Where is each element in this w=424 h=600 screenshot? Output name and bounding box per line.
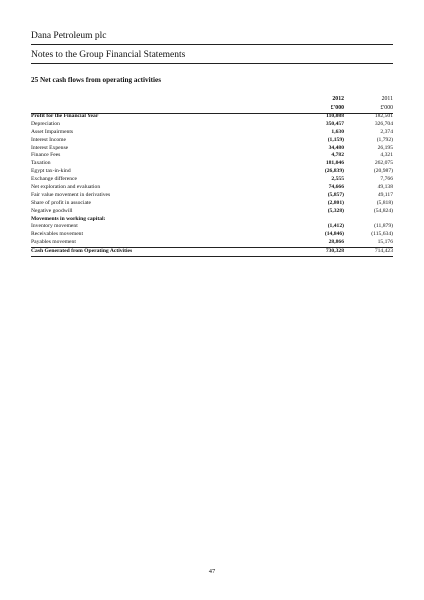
row-label: Profit for the Financial Year xyxy=(31,113,99,119)
value-2011: (1,792) xyxy=(376,136,393,143)
value-2011: 49,138 xyxy=(377,184,393,191)
column-header-2011-year: 2011 xyxy=(381,96,393,102)
row-label: Finance Fees xyxy=(31,152,61,159)
value-2011: (5,818) xyxy=(376,199,393,206)
table-row xyxy=(31,113,393,121)
value-2011: 15,176 xyxy=(377,239,393,246)
value-2011: 7,766 xyxy=(380,176,393,183)
value-2012: (5,857) xyxy=(327,191,344,198)
column-header-2012-year: 2012 xyxy=(332,96,344,102)
header-rule xyxy=(31,44,393,45)
table-row xyxy=(31,192,393,200)
row-label: Negative goodwill xyxy=(31,207,73,214)
table-row xyxy=(31,239,393,247)
table-row xyxy=(31,145,393,153)
table-row xyxy=(31,152,393,160)
row-label: Inventory movement xyxy=(31,223,78,230)
table-row xyxy=(31,200,393,208)
subtitle-rule xyxy=(31,63,393,64)
value-2011: (11,879) xyxy=(374,223,393,230)
row-label: Share of profit in associate xyxy=(31,199,91,206)
row-label: Depreciation xyxy=(31,120,60,127)
value-2012: 28,866 xyxy=(328,239,344,246)
value-2012: (5,328) xyxy=(327,207,344,214)
value-2011: (20,987) xyxy=(373,168,393,175)
value-2012: (1,159) xyxy=(327,136,344,143)
row-label: Asset Impairments xyxy=(31,128,74,135)
value-2011: 714,423 xyxy=(374,248,393,255)
value-2012: 730,328 xyxy=(325,248,344,255)
value-2012: 4,782 xyxy=(331,152,344,159)
cash-flow-table xyxy=(31,113,393,257)
table-row xyxy=(31,176,393,184)
value-2012: 2,555 xyxy=(331,176,344,183)
row-label: Movements in working capital: xyxy=(31,215,106,222)
value-2011: (54,824) xyxy=(373,207,393,214)
row-label: Exchange difference xyxy=(31,176,78,183)
row-label: Taxation xyxy=(31,160,51,167)
value-2011: 262,075 xyxy=(374,160,393,167)
value-2011: 4,321 xyxy=(380,152,393,159)
value-2012: (14,846) xyxy=(324,231,344,238)
row-label: Cash Generated from Operating Activities xyxy=(31,248,133,255)
page-subtitle: Notes to the Group Financial Statements xyxy=(31,50,186,60)
table-row xyxy=(31,208,393,216)
table-row xyxy=(31,129,393,137)
section-title: 25 Net cash flows from operating activities xyxy=(31,76,162,84)
page-number: 47 xyxy=(208,568,216,575)
row-label: Interest Expense xyxy=(31,144,69,151)
value-2011: 49,117 xyxy=(377,191,393,198)
value-2012: (2,801) xyxy=(327,199,344,206)
value-2012: 34,480 xyxy=(328,144,344,151)
table-row xyxy=(31,184,393,192)
table-row xyxy=(31,247,393,257)
row-label: Fair value movement in derivatives xyxy=(31,191,111,198)
value-2012: 350,457 xyxy=(325,120,344,127)
value-2011: 326,704 xyxy=(374,120,393,127)
table-row xyxy=(31,168,393,176)
column-header-2012-unit: £'000 xyxy=(330,105,344,111)
value-2011: 182,501 xyxy=(374,113,393,119)
value-2012: 110,088 xyxy=(326,113,344,119)
table-row xyxy=(31,231,393,239)
value-2012: (26,839) xyxy=(324,168,344,175)
company-name: Dana Petroleum plc xyxy=(31,31,107,41)
value-2012: 181,046 xyxy=(325,160,344,167)
table-row xyxy=(31,137,393,145)
value-2012: 1,630 xyxy=(331,128,344,135)
value-2012: (1,412) xyxy=(327,223,344,230)
value-2011: 2,374 xyxy=(380,128,393,135)
row-label: Egypt tax-in-kind xyxy=(31,168,71,175)
value-2011: (115,634) xyxy=(371,231,393,238)
value-2012: 74,666 xyxy=(328,184,344,191)
row-label: Interest Income xyxy=(31,136,66,143)
row-label: Net exploration and evaluation xyxy=(31,184,101,191)
value-2011: 26,195 xyxy=(377,144,393,151)
row-label: Payables movement xyxy=(31,239,76,246)
row-label: Receivables movement xyxy=(31,231,84,238)
column-header-2011-unit: £'000 xyxy=(380,105,393,111)
table-row xyxy=(31,121,393,129)
